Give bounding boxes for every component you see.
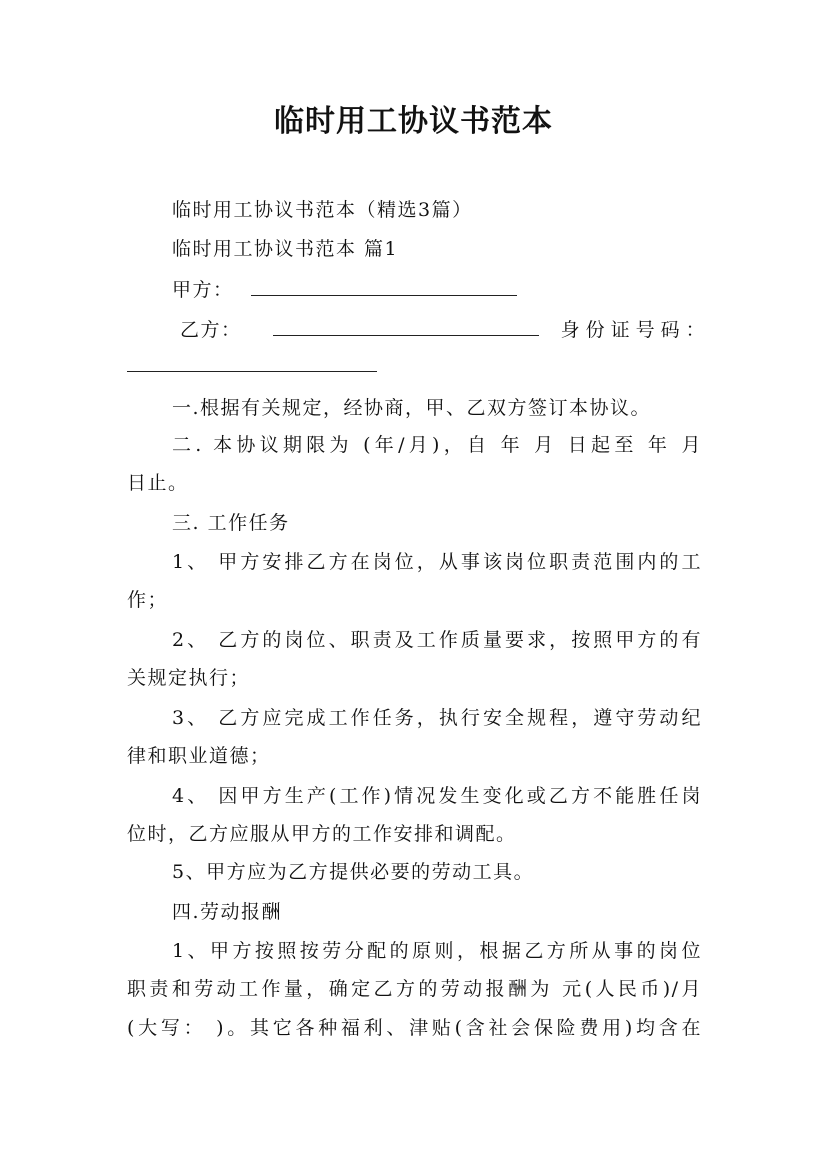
document-title: 临时用工协议书范本 <box>274 104 553 139</box>
clause-3-heading: 三. 工作任务 <box>172 512 290 534</box>
pay-1-line-2: 职责和劳动工作量，确定乙方的劳动报酬为 元(人民币)/月 <box>127 978 702 1000</box>
section-heading: 临时用工协议书范本 篇1 <box>172 238 399 260</box>
pay-1-line-1: 1、甲方按照按劳分配的原则，根据乙方所从事的岗位 <box>172 940 702 962</box>
party-b-blank <box>273 317 539 336</box>
id-number-row <box>127 352 702 380</box>
party-b-label: 乙方： <box>180 319 242 341</box>
item-4-line-1: 4、 因甲方生产(工作)情况发生变化或乙方不能胜任岗 <box>172 785 702 807</box>
document-subtitle: 临时用工协议书范本（精选3篇） <box>172 199 473 221</box>
clause-2-line-1: 二. 本协议期限为 (年/月)，自 年 月 日起至 年 月 <box>172 434 702 456</box>
party-a-row <box>172 276 702 304</box>
pay-1-line-3: (大写： )。其它各种福利、津贴(含社会保险费用)均含在 <box>127 1017 702 1039</box>
item-1-line-2: 作； <box>127 589 169 611</box>
party-a-blank <box>251 277 517 296</box>
party-b-row <box>180 316 711 344</box>
clause-1: 一.根据有关规定，经协商，甲、乙双方签订本协议。 <box>172 397 652 419</box>
id-number-blank <box>127 353 377 372</box>
id-number-label: 身份证号码： <box>560 319 711 341</box>
item-1-line-1: 1、 甲方安排乙方在岗位，从事该岗位职责范围内的工 <box>172 551 702 573</box>
clause-2-line-2: 日止。 <box>127 472 189 494</box>
item-3-line-1: 3、 乙方应完成工作任务，执行安全规程，遵守劳动纪 <box>172 707 702 729</box>
item-2-line-2: 关规定执行； <box>127 667 251 689</box>
item-4-line-2: 位时，乙方应服从甲方的工作安排和调配。 <box>127 823 517 845</box>
item-5: 5、甲方应为乙方提供必要的劳动工具。 <box>172 861 535 883</box>
party-a-label: 甲方： <box>172 279 234 301</box>
clause-4-heading: 四.劳动报酬 <box>172 901 283 923</box>
item-3-line-2: 律和职业道德； <box>127 745 271 767</box>
item-2-line-1: 2、 乙方的岗位、职责及工作质量要求，按照甲方的有 <box>172 629 702 651</box>
